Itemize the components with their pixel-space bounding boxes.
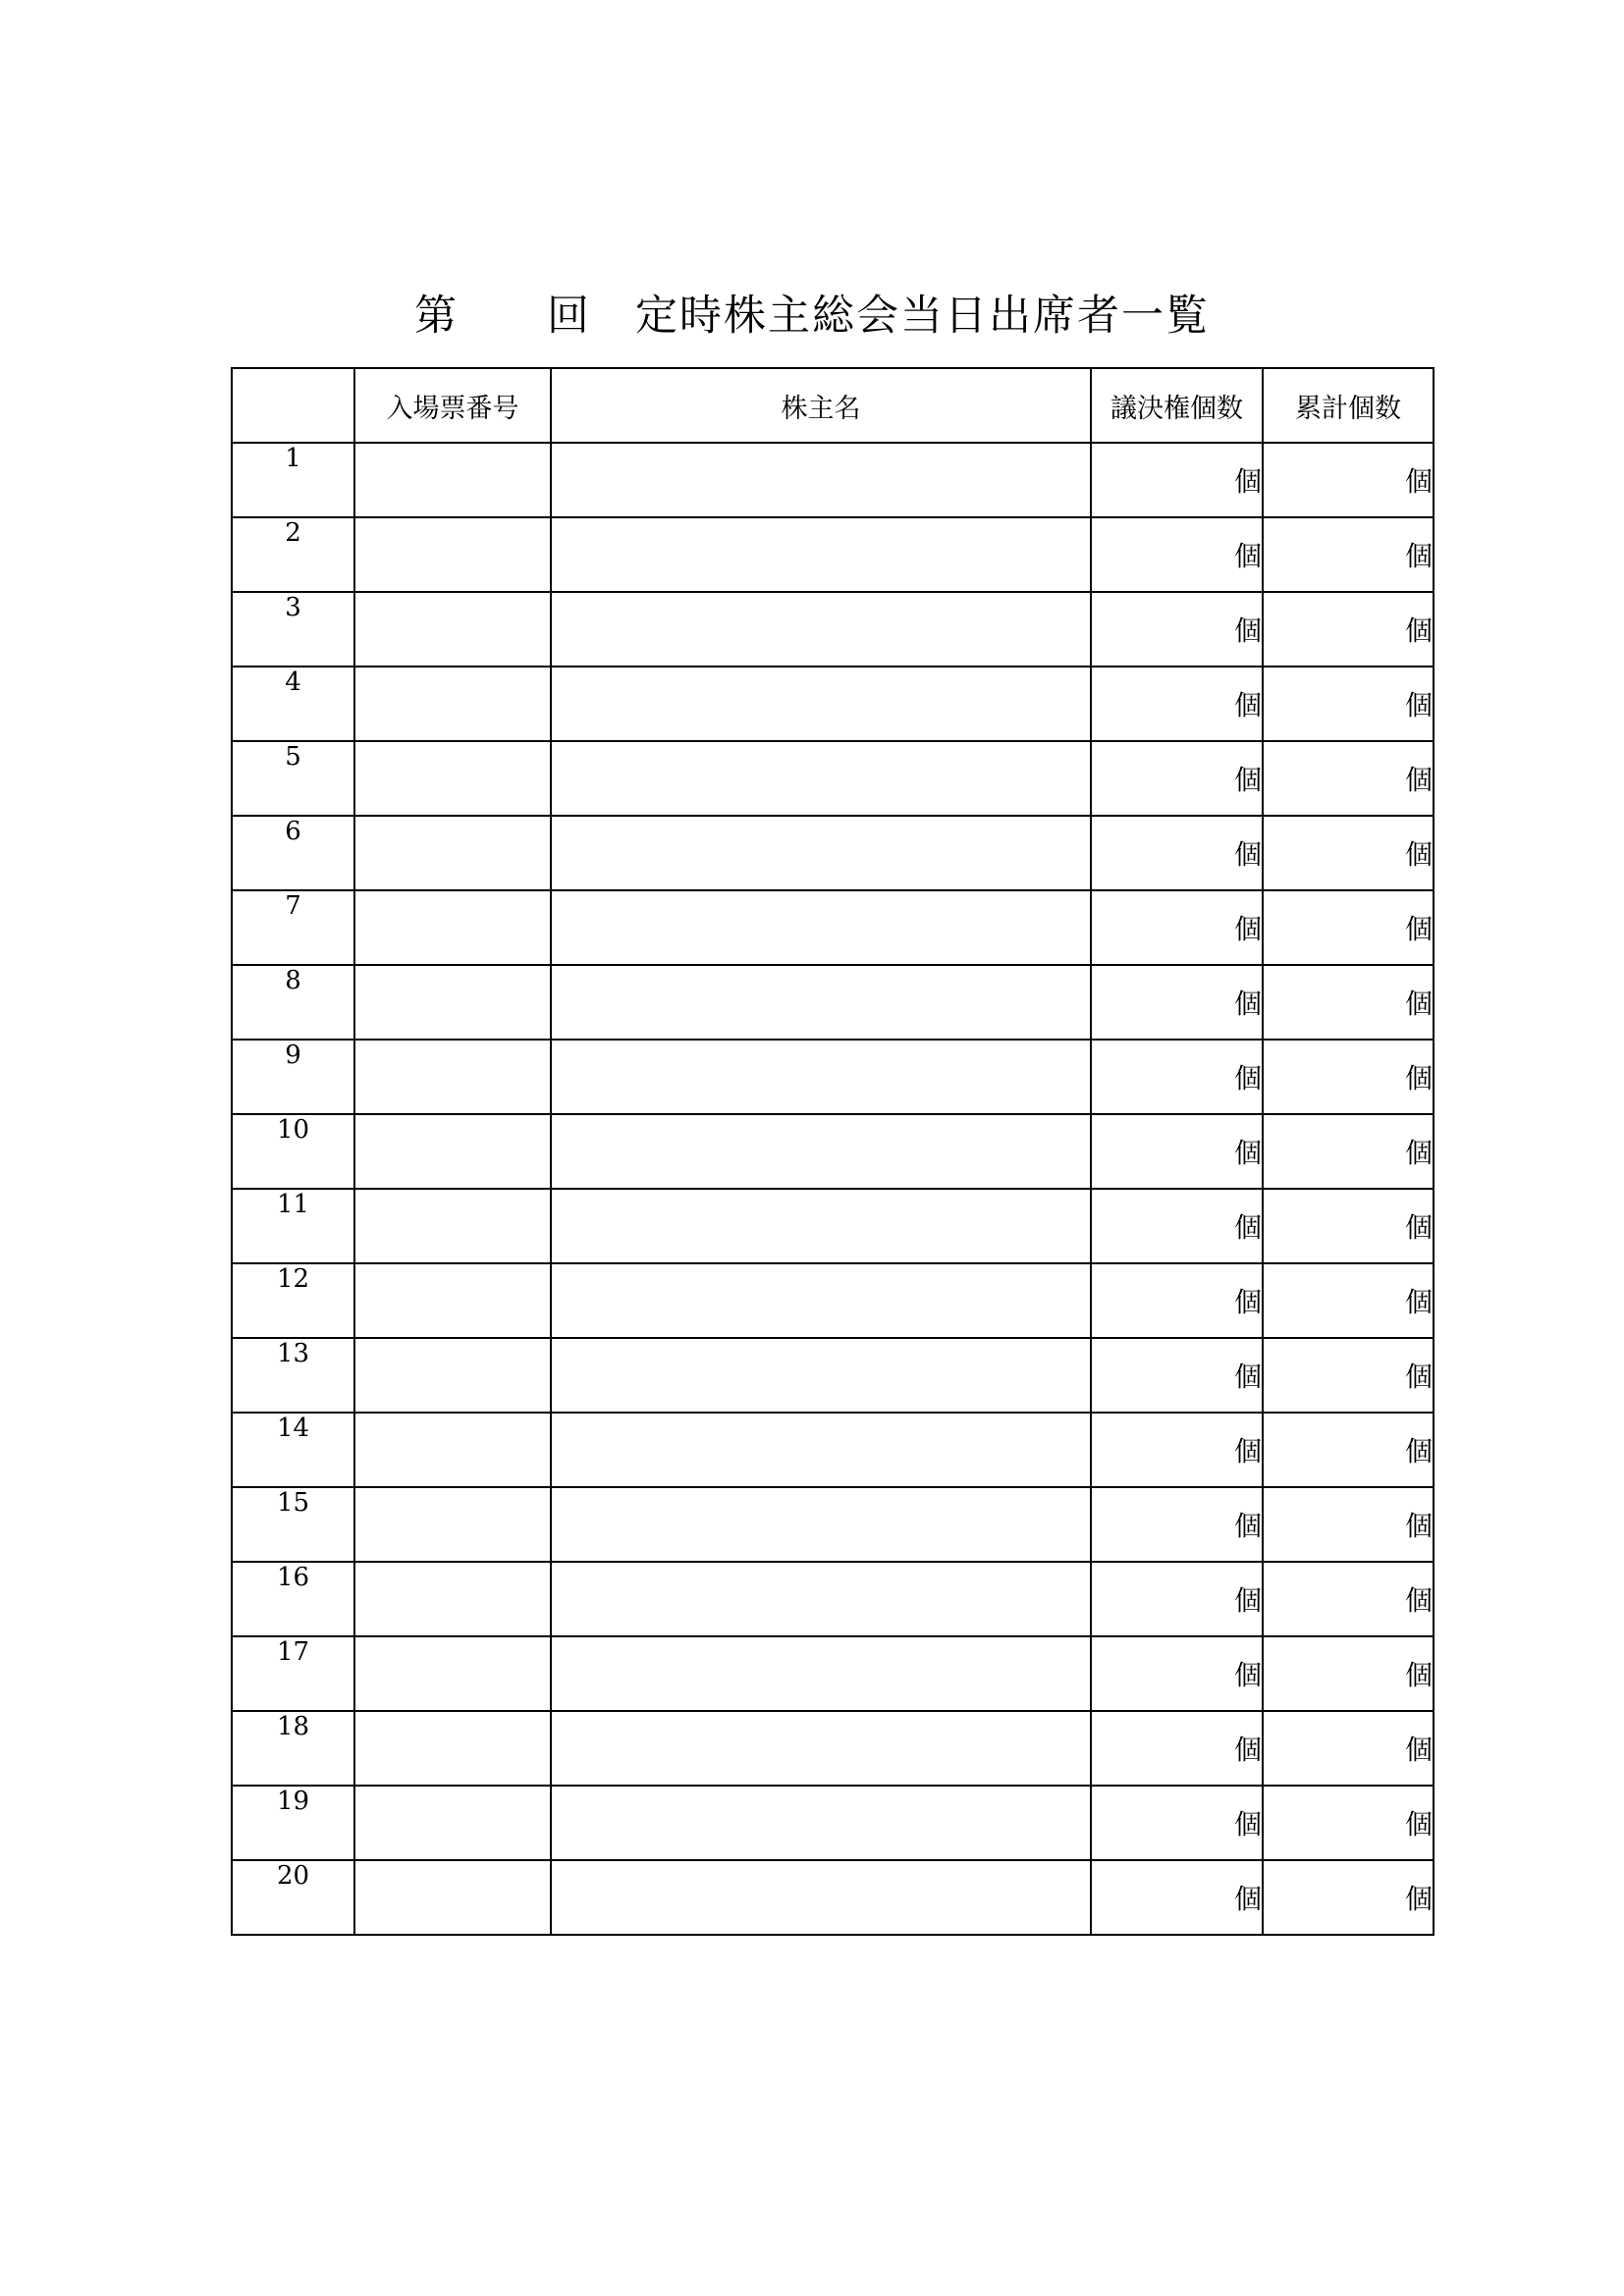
shareholder-name-cell[interactable] [551,1562,1091,1636]
row-number: 11 [232,1189,354,1263]
voting-rights-cell[interactable]: 個 [1091,1263,1263,1338]
shareholder-name-cell[interactable] [551,1189,1091,1263]
cumulative-count-cell[interactable]: 個 [1263,1562,1434,1636]
row-number: 18 [232,1711,354,1786]
row-number: 9 [232,1040,354,1114]
cumulative-count-cell[interactable]: 個 [1263,517,1434,592]
voting-rights-cell[interactable]: 個 [1091,1562,1263,1636]
cumulative-count-cell[interactable]: 個 [1263,816,1434,890]
attendee-table [231,367,1435,1936]
shareholder-name-cell[interactable] [551,1636,1091,1711]
voting-rights-cell[interactable]: 個 [1091,1338,1263,1413]
ticket-number-cell[interactable] [354,1189,551,1263]
voting-rights-cell[interactable]: 個 [1091,1860,1263,1935]
shareholder-name-cell[interactable] [551,1711,1091,1786]
row-number: 14 [232,1413,354,1487]
voting-rights-cell[interactable]: 個 [1091,890,1263,965]
cumulative-count-cell[interactable]: 個 [1263,1040,1434,1114]
row-number: 15 [232,1487,354,1562]
table-row [232,965,1434,1040]
cumulative-count-cell[interactable]: 個 [1263,741,1434,816]
table-row [232,1114,1434,1189]
voting-rights-cell[interactable]: 個 [1091,1636,1263,1711]
header-row-number [232,368,354,443]
table-row [232,890,1434,965]
ticket-number-cell[interactable] [354,1860,551,1935]
ticket-number-cell[interactable] [354,965,551,1040]
table-row [232,1263,1434,1338]
row-number: 13 [232,1338,354,1413]
cumulative-count-cell[interactable]: 個 [1263,965,1434,1040]
ticket-number-cell[interactable] [354,1786,551,1860]
voting-rights-cell[interactable]: 個 [1091,741,1263,816]
ticket-number-cell[interactable] [354,1636,551,1711]
row-number: 17 [232,1636,354,1711]
voting-rights-cell[interactable]: 個 [1091,1487,1263,1562]
voting-rights-cell[interactable]: 個 [1091,667,1263,741]
shareholder-name-cell[interactable] [551,592,1091,667]
shareholder-name-cell[interactable] [551,1040,1091,1114]
shareholder-name-cell[interactable] [551,1263,1091,1338]
row-number: 1 [232,443,354,517]
row-number: 19 [232,1786,354,1860]
shareholder-name-cell[interactable] [551,890,1091,965]
cumulative-count-cell[interactable]: 個 [1263,667,1434,741]
cumulative-count-cell[interactable]: 個 [1263,1711,1434,1786]
voting-rights-cell[interactable]: 個 [1091,592,1263,667]
table-row [232,1562,1434,1636]
shareholder-name-cell[interactable] [551,741,1091,816]
cumulative-count-cell[interactable]: 個 [1263,1338,1434,1413]
shareholder-name-cell[interactable] [551,1338,1091,1413]
table-row [232,517,1434,592]
ticket-number-cell[interactable] [354,1711,551,1786]
row-number: 10 [232,1114,354,1189]
row-number: 20 [232,1860,354,1935]
cumulative-count-cell[interactable]: 個 [1263,1860,1434,1935]
cumulative-count-cell[interactable]: 個 [1263,1413,1434,1487]
cumulative-count-cell[interactable]: 個 [1263,890,1434,965]
table-row [232,1487,1434,1562]
cumulative-count-cell[interactable]: 個 [1263,1114,1434,1189]
header-shareholder-name: 株主名 [551,368,1091,443]
ticket-number-cell[interactable] [354,816,551,890]
table-row [232,1636,1434,1711]
shareholder-name-cell[interactable] [551,517,1091,592]
ticket-number-cell[interactable] [354,1040,551,1114]
cumulative-count-cell[interactable]: 個 [1263,1263,1434,1338]
header-ticket-number: 入場票番号 [354,368,551,443]
cumulative-count-cell[interactable]: 個 [1263,1487,1434,1562]
row-number: 3 [232,592,354,667]
voting-rights-cell[interactable]: 個 [1091,816,1263,890]
voting-rights-cell[interactable]: 個 [1091,965,1263,1040]
voting-rights-cell[interactable]: 個 [1091,1040,1263,1114]
ticket-number-cell[interactable] [354,592,551,667]
ticket-number-cell[interactable] [354,1263,551,1338]
document-title: 第 回 定時株主総会当日出席者一覧 [414,292,1210,341]
table-row [232,667,1434,741]
shareholder-name-cell[interactable] [551,1786,1091,1860]
shareholder-name-cell[interactable] [551,443,1091,517]
ticket-number-cell[interactable] [354,1413,551,1487]
table-header-row [232,368,1434,443]
row-number: 4 [232,667,354,741]
table-row [232,1338,1434,1413]
row-number: 2 [232,517,354,592]
voting-rights-cell[interactable]: 個 [1091,517,1263,592]
row-number: 6 [232,816,354,890]
cumulative-count-cell[interactable]: 個 [1263,443,1434,517]
row-number: 16 [232,1562,354,1636]
ticket-number-cell[interactable] [354,517,551,592]
row-number: 8 [232,965,354,1040]
table-row [232,592,1434,667]
shareholder-name-cell[interactable] [551,667,1091,741]
voting-rights-cell[interactable]: 個 [1091,1786,1263,1860]
table-row [232,1040,1434,1114]
header-voting-rights: 議決権個数 [1091,368,1263,443]
shareholder-name-cell[interactable] [551,816,1091,890]
table-row [232,1413,1434,1487]
shareholder-name-cell[interactable] [551,965,1091,1040]
ticket-number-cell[interactable] [354,741,551,816]
shareholder-name-cell[interactable] [551,1487,1091,1562]
table-row [232,443,1434,517]
ticket-number-cell[interactable] [354,1487,551,1562]
row-number: 7 [232,890,354,965]
shareholder-name-cell[interactable] [551,1413,1091,1487]
table-row [232,816,1434,890]
voting-rights-cell[interactable]: 個 [1091,1189,1263,1263]
table-body [232,443,1434,1935]
voting-rights-cell[interactable]: 個 [1091,443,1263,517]
shareholder-name-cell[interactable] [551,1114,1091,1189]
row-number: 12 [232,1263,354,1338]
row-number: 5 [232,741,354,816]
table-row [232,1711,1434,1786]
table-row [232,1860,1434,1935]
table-row [232,741,1434,816]
ticket-number-cell[interactable] [354,667,551,741]
ticket-number-cell[interactable] [354,1114,551,1189]
cumulative-count-cell[interactable]: 個 [1263,1189,1434,1263]
cumulative-count-cell[interactable]: 個 [1263,1636,1434,1711]
ticket-number-cell[interactable] [354,890,551,965]
table-row [232,1189,1434,1263]
cumulative-count-cell[interactable]: 個 [1263,592,1434,667]
ticket-number-cell[interactable] [354,1562,551,1636]
table-row [232,1786,1434,1860]
ticket-number-cell[interactable] [354,443,551,517]
voting-rights-cell[interactable]: 個 [1091,1711,1263,1786]
header-cumulative-count: 累計個数 [1263,368,1434,443]
shareholder-name-cell[interactable] [551,1860,1091,1935]
cumulative-count-cell[interactable]: 個 [1263,1786,1434,1860]
voting-rights-cell[interactable]: 個 [1091,1413,1263,1487]
voting-rights-cell[interactable]: 個 [1091,1114,1263,1189]
ticket-number-cell[interactable] [354,1338,551,1413]
